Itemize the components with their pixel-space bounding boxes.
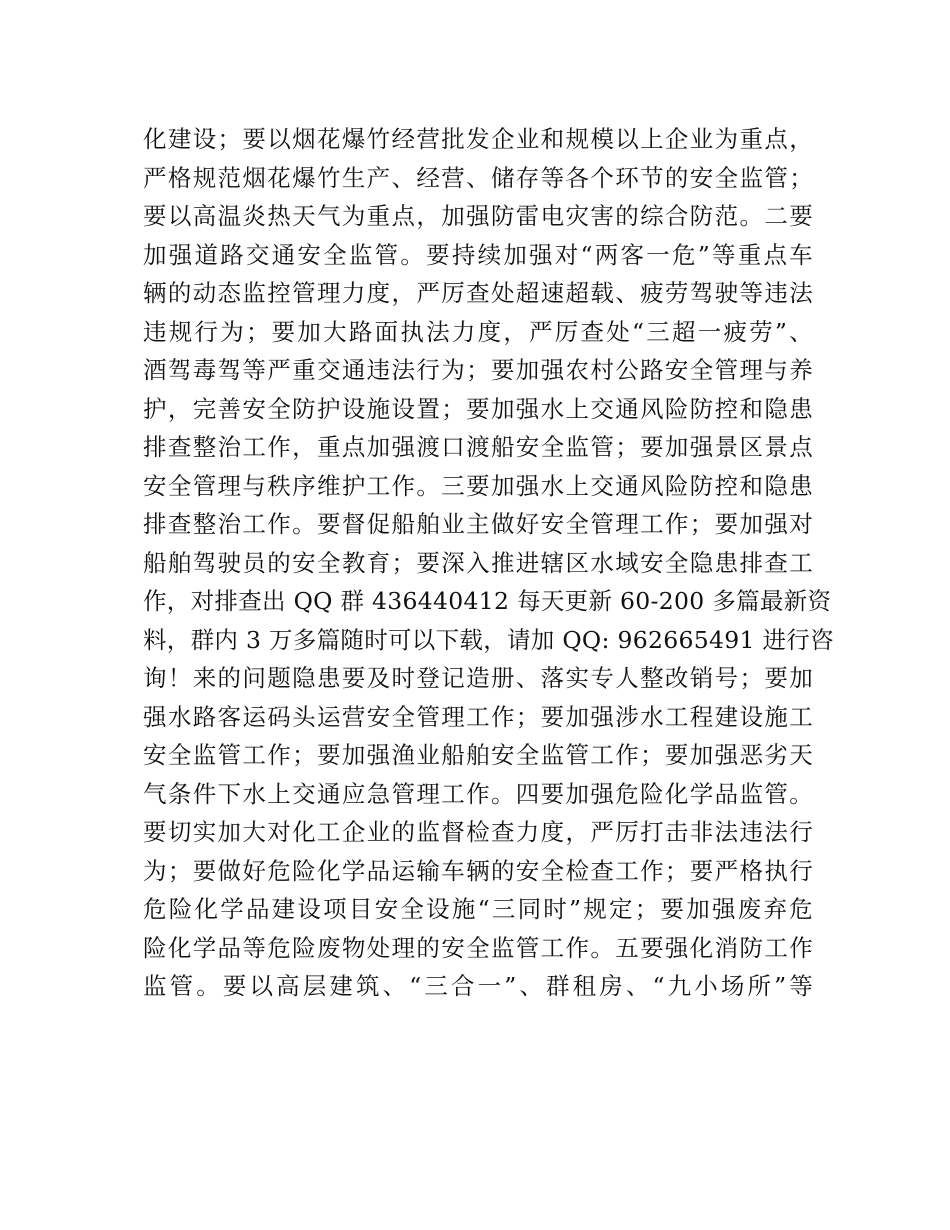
text-line: 排查整治工作，重点加强渡口渡船安全监管；要加强景区景点 xyxy=(143,433,813,461)
text-line: 监管。要以高层建筑、“三合一”、群租房、“九小场所”等 xyxy=(143,972,813,1000)
text-line: 辆的动态监控管理力度，严厉查处超速超载、疲劳驾驶等违法 xyxy=(143,279,813,307)
text-line: 作，对排查出 QQ 群 436440412 每天更新 60-200 多篇最新资 xyxy=(143,587,832,615)
text-line: 料，群内 3 万多篇随时可以下载，请加 QQ: 962665491 进行咨 xyxy=(143,625,834,654)
text-line: 气条件下水上交通应急管理工作。四要加强危险化学品监管。 xyxy=(143,779,813,808)
text-line: 要切实加大对化工企业的监督检查力度，严厉打击非法违法行 xyxy=(143,818,813,846)
text-line: 安全管理与秩序维护工作。三要加强水上交通风险防控和隐患 xyxy=(143,471,813,500)
text-line: 危险化学品建设项目安全设施“三同时”规定；要加强废弃危 xyxy=(143,895,813,923)
text-line: 加强道路交通安全监管。要持续加强对“两客一危”等重点车 xyxy=(143,240,813,269)
body-text xyxy=(143,120,834,1006)
text-line: 严格规范烟花爆竹生产、经营、储存等各个环节的安全监管； xyxy=(143,163,813,192)
text-line: 化建设；要以烟花爆竹经营批发企业和规模以上企业为重点， xyxy=(143,125,813,153)
text-line: 险化学品等危险废物处理的安全监管工作。五要强化消防工作 xyxy=(143,933,813,962)
text-line: 护，完善安全防护设施设置；要加强水上交通风险防控和隐患 xyxy=(143,394,813,423)
text-line: 询！来的问题隐患要及时登记造册、落实专人整改销号；要加 xyxy=(143,664,813,692)
text-line: 违规行为；要加大路面执法力度，严厉查处“三超一疲劳”、 xyxy=(143,317,813,346)
text-line: 安全监管工作；要加强渔业船舶安全监管工作；要加强恶劣天 xyxy=(143,741,813,769)
text-line: 要以高温炎热天气为重点，加强防雷电灾害的综合防范。二要 xyxy=(143,202,813,230)
text-line: 为；要做好危险化学品运输车辆的安全检查工作；要严格执行 xyxy=(143,856,813,885)
text-line: 排查整治工作。要督促船舶业主做好安全管理工作；要加强对 xyxy=(143,510,813,538)
text-line: 酒驾毒驾等严重交通违法行为；要加强农村公路安全管理与养 xyxy=(143,356,813,384)
text-line: 强水路客运码头运营安全管理工作；要加强涉水工程建设施工 xyxy=(143,702,813,731)
text-line: 船舶驾驶员的安全教育；要深入推进辖区水域安全隐患排查工 xyxy=(143,548,813,577)
